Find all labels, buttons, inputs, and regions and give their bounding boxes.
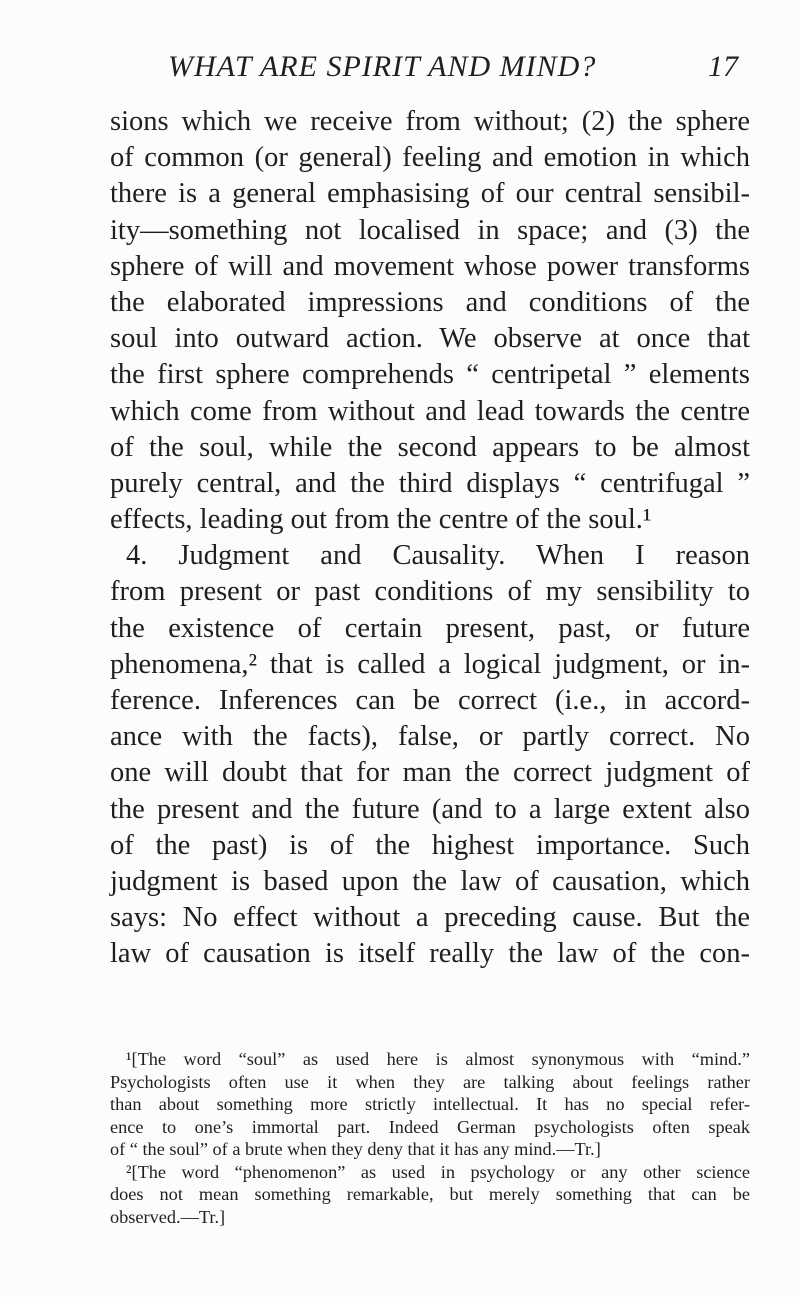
footnote-line: than about something more strictly intellectual. It has no special refer- — [110, 1094, 750, 1114]
page-number: 17 — [708, 50, 738, 83]
footnote-line: ence to one’s immortal part. Indeed German psychologists often speak — [110, 1116, 750, 1137]
footnote-line: of “ the soul” of a brute when they deny that it has any mind.—Tr.] — [110, 1139, 601, 1159]
text-line: sphere of will and movement whose power transforms — [110, 250, 750, 282]
text-line: from present or past conditions of my sensibility to — [110, 576, 750, 608]
text-line: of common (or general) feeling and emotion in which — [110, 142, 750, 174]
text-line: the elaborated impressions and conditions of the — [110, 286, 750, 318]
text-line: which come from without and lead towards the centre — [110, 395, 750, 427]
text-line: the existence of certain present, past, or future — [110, 612, 750, 644]
text-line: says: No effect without a preceding cause. But the — [110, 902, 750, 934]
text-line: the first sphere comprehends “ centripetal ” elements — [110, 359, 750, 391]
running-head: WHAT ARE SPIRIT AND MIND? — [168, 50, 597, 83]
page-header — [150, 50, 750, 90]
text-line: ference. Inferences can be correct (i.e., in accord- — [110, 685, 750, 716]
text-line: the present and the future (and to a large extent also — [110, 793, 750, 825]
text-line: phenomena,² that is called a logical judgment, or in- — [110, 648, 750, 680]
text-line: sions which we receive from without; (2) the sphere — [110, 106, 750, 137]
text-line: effects, leading out from the centre of the soul.¹ — [110, 504, 652, 536]
text-line: ity—something not localised in space; and (3) the — [110, 214, 750, 246]
footnote-line: ²[The word “phenomenon” as used in psychology or any other science — [126, 1161, 750, 1182]
text-line: law of causation is itself really the law of the con- — [110, 938, 750, 970]
text-line: there is a general emphasising of our central sensibil- — [110, 178, 750, 210]
body-text — [110, 104, 750, 973]
footnote-line: ¹[The word “soul” as used here is almost synonymous with “mind.” — [126, 1049, 750, 1069]
text-line: one will doubt that for man the correct judgment of — [110, 757, 750, 789]
footnote-line: observed.—Tr.] — [110, 1206, 226, 1227]
footnote-line: Psychologists often use it when they are talking about feelings rather — [110, 1071, 750, 1092]
text-line: soul into outward action. We observe at once that — [110, 323, 750, 355]
text-line: 4. Judgment and Causality. When I reason — [126, 540, 750, 572]
text-line: judgment is based upon the law of causation, which — [110, 865, 750, 897]
text-line: ance with the facts), false, or partly correct. No — [110, 721, 750, 753]
text-line: of the past) is of the highest importance. Such — [110, 829, 750, 861]
footnote-line: does not mean something remarkable, but merely something that can be — [110, 1184, 750, 1204]
footnotes — [110, 1048, 750, 1228]
text-line: purely central, and the third displays “ centrifugal ” — [110, 467, 750, 499]
text-line: of the soul, while the second appears to be almost — [110, 431, 750, 463]
